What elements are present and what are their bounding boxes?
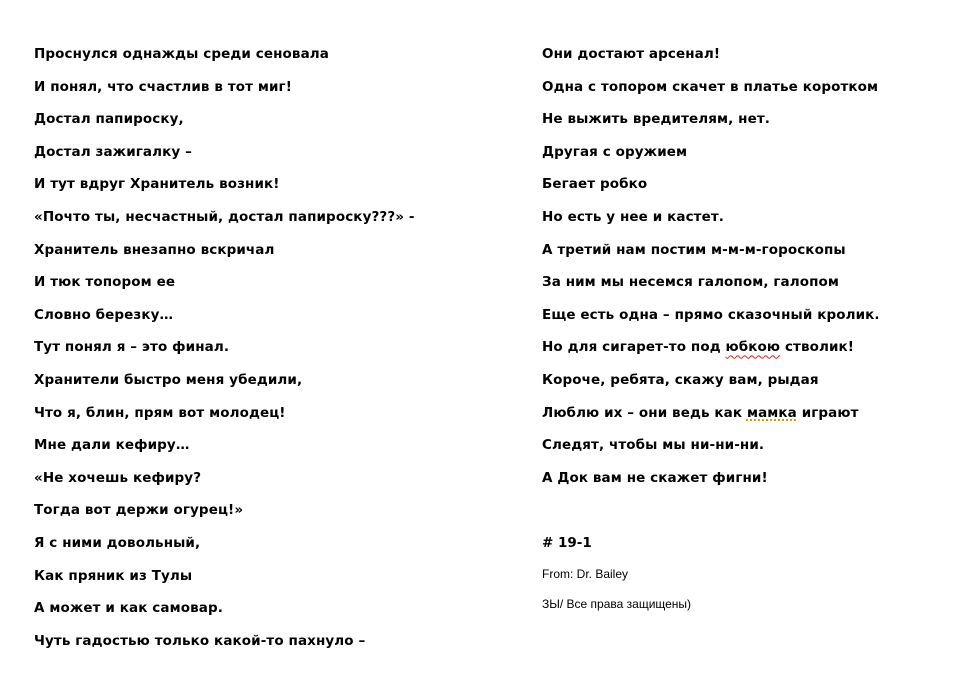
poem-line: Словно березку… xyxy=(34,306,174,323)
poem-line: Чуть гадостью только какой-то пахнуло – xyxy=(34,632,366,649)
spelling-error-mark[interactable]: юбкою xyxy=(725,339,781,356)
poem-line: Но для сигарет-то под юбкою стволик! xyxy=(542,339,855,356)
poem-line: И понял, что счастлив в тот миг! xyxy=(34,78,292,95)
poem-line: Люблю их – они ведь как мамка играют xyxy=(542,404,859,421)
copyright-note: ЗЫ/ Все права защищены) xyxy=(542,596,692,611)
poem-line: Одна с топором скачет в платье коротком xyxy=(542,78,879,95)
poem-line: Они достают арсенал! xyxy=(542,46,721,62)
poem-line: За ним мы несемся галопом, галопом xyxy=(542,274,840,291)
poem-line: И тут вдруг Хранитель возник! xyxy=(34,176,280,193)
poem-line: Достал папироску, xyxy=(34,111,184,128)
poem-line: Не выжить вредителям, нет. xyxy=(542,111,771,128)
poem-line: «Почто ты, несчастный, достал папироску???» - xyxy=(34,208,415,225)
poem-line: И тюк топором ее xyxy=(34,274,176,291)
poem-number: # 19-1 xyxy=(542,534,592,551)
poem-line: Тут понял я – это финал. xyxy=(34,339,230,356)
poem-line: Достал зажигалку – xyxy=(34,143,192,160)
blank-line xyxy=(542,499,880,532)
poem-line: Еще есть одна – прямо сказочный кролик. xyxy=(542,306,880,323)
poem-line: Я с ними довольный, xyxy=(34,534,201,551)
poem-line: Мне дали кефиру… xyxy=(34,437,190,454)
poem-line: Следят, чтобы мы ни-ни-ни. xyxy=(542,437,765,454)
poem-line: Что я, блин, прям вот молодец! xyxy=(34,404,286,421)
poem-line: А Док вам не скажет фигни! xyxy=(542,469,768,486)
poem-column-right xyxy=(542,43,880,624)
poem-line: Как пряник из Тулы xyxy=(34,567,193,584)
poem-column-left xyxy=(34,43,415,662)
poem-line: А третий нам постим м-м-м-гороскопы xyxy=(542,241,846,258)
poem-line: Тогда вот держи огурец!» xyxy=(34,502,244,519)
poem-line: Хранители быстро меня убедили, xyxy=(34,371,303,388)
poem-line: А может и как самовар. xyxy=(34,600,223,617)
poem-line: Бегает робко xyxy=(542,176,648,193)
poem-line: Хранитель внезапно вскричал xyxy=(34,241,275,258)
poem-line: Проснулся однажды среди сеновала xyxy=(34,46,329,62)
poem-line: «Не хочешь кефиру? xyxy=(34,469,202,486)
author-line: From: Dr. Bailey xyxy=(542,566,629,581)
poem-line: Короче, ребята, скажу вам, рыдая xyxy=(542,371,819,388)
grammar-error-mark[interactable]: мамка xyxy=(746,404,797,421)
poem-line: Другая с оружием xyxy=(542,143,688,160)
poem-line: Но есть у нее и кастет. xyxy=(542,208,724,225)
